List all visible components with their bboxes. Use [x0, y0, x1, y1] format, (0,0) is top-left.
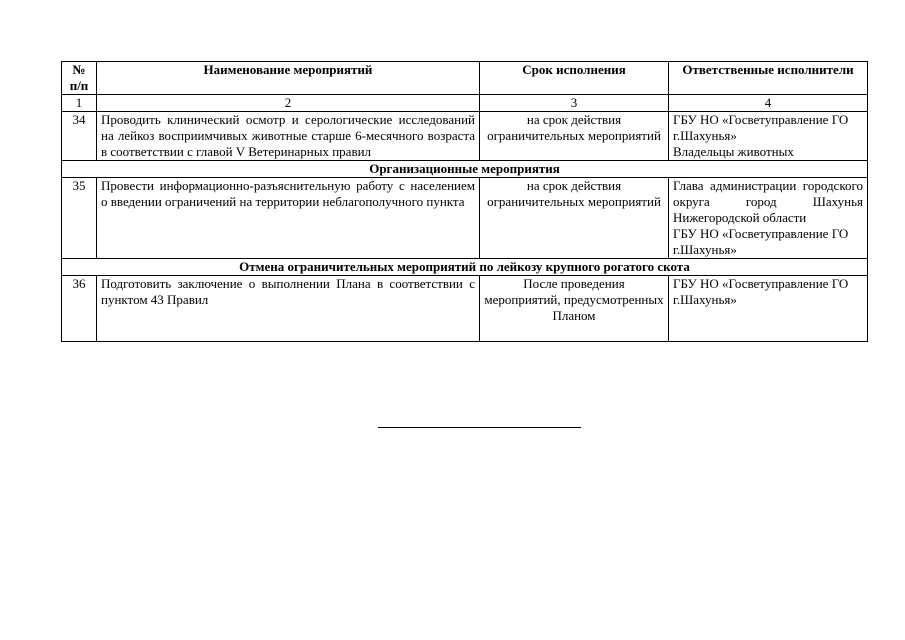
col-number: 3: [480, 95, 669, 112]
row-name: Подготовить заключение о выполнении Плана в соответствии с пунктом 43 Правил: [97, 276, 480, 342]
header-name: Наименование мероприятий: [97, 62, 480, 95]
table-row: [62, 276, 868, 342]
row-term: После проведения мероприятий, предусмотренных Планом: [480, 276, 669, 342]
row-term: на срок действия ограничительных мероприятий: [480, 178, 669, 259]
col-number: 2: [97, 95, 480, 112]
responsible-line: ГБУ НО «Госветуправление ГО г.Шахунья»: [673, 112, 849, 143]
section-title: Отмена ограничительных мероприятий по лейкозу крупного рогатого скота: [62, 259, 868, 276]
header-responsible: Ответственные исполнители: [669, 62, 868, 95]
row-num: 35: [62, 178, 97, 259]
measures-table: [61, 61, 868, 342]
responsible-line: ГБУ НО «Госветуправление ГО г.Шахунья»: [673, 226, 849, 257]
row-responsible: [669, 112, 868, 161]
section-title: Организационные мероприятия: [62, 161, 868, 178]
row-num: 34: [62, 112, 97, 161]
column-number-row: [62, 95, 868, 112]
end-divider: [378, 427, 581, 428]
header-num: № п/п: [62, 62, 97, 95]
table-row: [62, 112, 868, 161]
col-number: 4: [669, 95, 868, 112]
header-term: Срок исполнения: [480, 62, 669, 95]
row-name: Провести информационно-разъяснительную работу с населением о введении ограничений на территории неблагополучного пункта: [97, 178, 480, 259]
row-name: Проводить клинический осмотр и серологические исследований на лейкоз восприимчивых животные старше 6-месячного возраста в соответствии с главой V Ветеринарных правил: [97, 112, 480, 161]
col-number: 1: [62, 95, 97, 112]
section-row: [62, 161, 868, 178]
row-responsible: [669, 276, 868, 342]
section-row: [62, 259, 868, 276]
header-row: [62, 62, 868, 95]
responsible-line: Глава администрации городского округа город Шахунья Нижегородской области: [673, 178, 863, 225]
table-row: [62, 178, 868, 259]
row-num: 36: [62, 276, 97, 342]
row-term: на срок действия ограничительных мероприятий: [480, 112, 669, 161]
row-responsible: [669, 178, 868, 259]
responsible-line: Владельцы животных: [673, 144, 794, 159]
responsible-line: ГБУ НО «Госветуправление ГО г.Шахунья»: [673, 276, 849, 307]
